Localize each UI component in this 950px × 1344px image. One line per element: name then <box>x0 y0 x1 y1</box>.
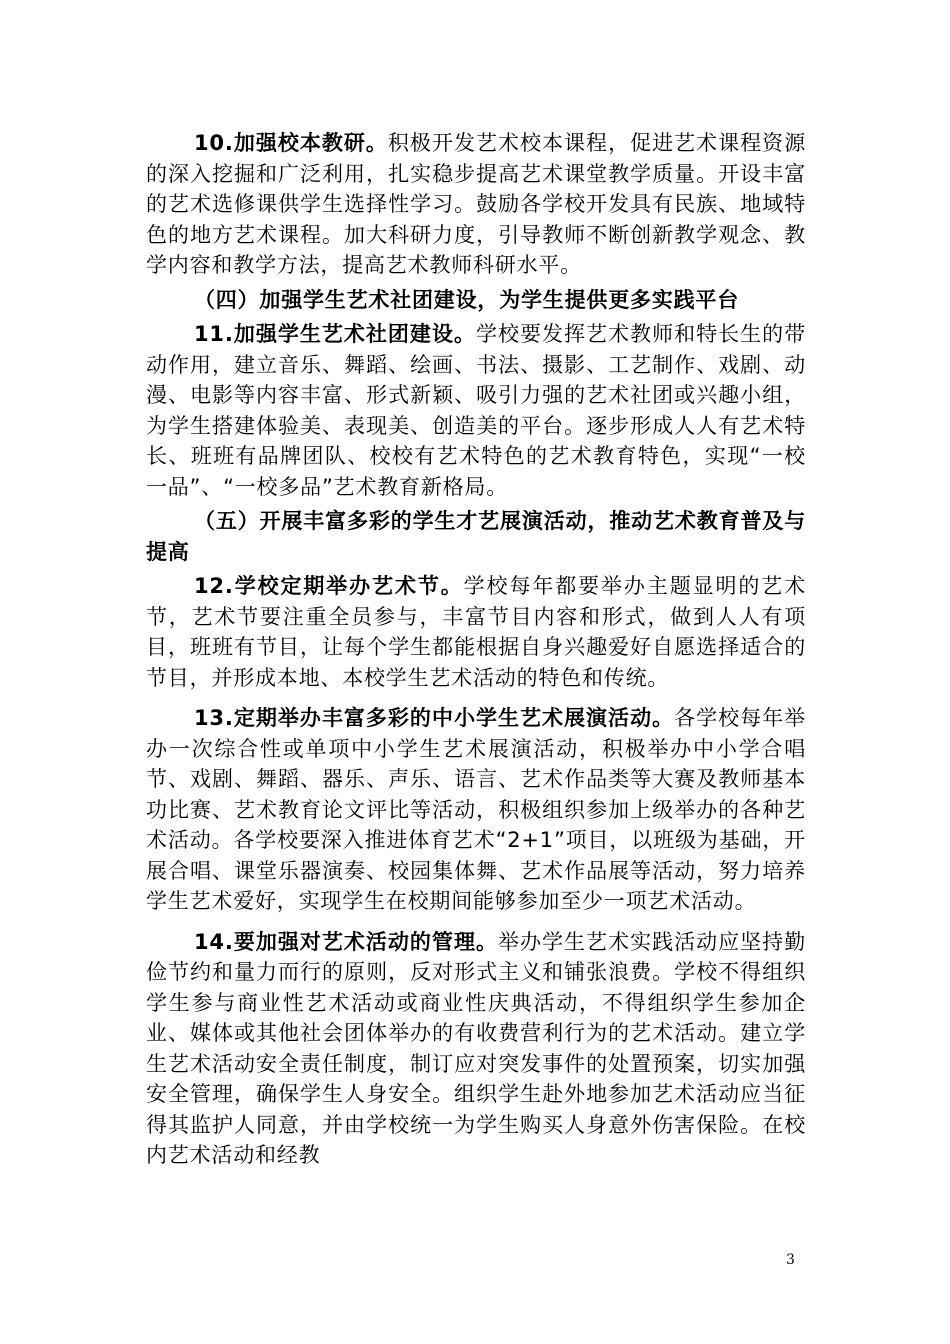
paragraph-text: 各学校每年举办一次综合性或单项中小学生艺术展演活动，积极举办中小学合唱节、戏剧、舞蹈、器乐、声乐、语言、艺术作品类等大赛及教师基本功比赛、艺术教育论文评比等活动，积极组织参加上级举办的各种艺术活动。各学校要深入推进体育艺术“2+1”项目，以班级为基础，开展合唱、课堂乐器演奏、校园集体舞、艺术作品展等活动，努力培养学生艺术爱好，实现学生在校期间能够参加至少一项艺术活动。 <box>146 706 806 913</box>
paragraph-text: 举办学生艺术实践活动应坚持勤俭节约和量力而行的原则，反对形式主义和铺张浪费。学校不得组织学生参与商业性艺术活动或商业性庆典活动，不得组织学生参加企业、媒体或其他社会团体举办的有收费营利行为的艺术活动。建立学生艺术活动安全责任制度，制订应对突发事件的处置预案，切实加强安全管理，确保学生人身安全。组织学生赴外地参加艺术活动应当征得其监护人同意，并由学校统一为学生购买人身意外伤害保险。在校内艺术活动和经教 <box>146 929 806 1167</box>
paragraph-11 <box>146 319 806 502</box>
paragraph-text: 积极开发艺术校本课程，促进艺术课程资源的深入挖掘和广泛利用，扎实稳步提高艺术课堂教学质量。开设丰富的艺术选修课供学生选择性学习。鼓励各学校开发具有民族、地域特色的地方艺术课程。加大科研力度，引导教师不断创新教学观念、教学内容和教学方法，提高艺术教师科研水平。 <box>146 131 806 277</box>
paragraph-14 <box>146 927 806 1171</box>
paragraph-10 <box>146 128 806 281</box>
section-heading-4: （四）加强学生艺术社团建设，为学生提供更多实践平台 <box>194 287 739 312</box>
page-number: 3 <box>786 1252 795 1268</box>
paragraph-13 <box>146 703 806 917</box>
paragraph-lead: 14.要加强对艺术活动的管理。 <box>194 929 498 954</box>
paragraph-text: 学校要发挥艺术教师和特长生的带动作用，建立音乐、舞蹈、绘画、书法、摄影、工艺制作、戏剧、动漫、电影等内容丰富、形式新颖、吸引力强的艺术社团或兴趣小组，为学生搭建体验美、表现美、创造美的平台。逐步形成人人有艺术特长、班班有品牌团队、校校有艺术特色的艺术教育特色，实现“一校一品”、“一校多品”艺术教育新格局。 <box>146 322 806 499</box>
paragraph-12 <box>146 571 806 693</box>
paragraph-text: 学校每年都要举办主题显明的艺术节，艺术节要注重全员参与，丰富节目内容和形式，做到人人有项目，班班有节目，让每个学生都能根据自身兴趣爱好自愿选择适合的节目，并形成本地、本校学生艺术活动的特色和传统。 <box>146 574 806 690</box>
paragraph-lead: 12.学校定期举办艺术节。 <box>194 574 464 598</box>
document-body <box>146 128 806 1171</box>
section-heading-5: （五）开展丰富多彩的学生才艺展演活动，推动艺术教育普及与提高 <box>146 509 806 564</box>
paragraph-lead: 13.定期举办丰富多彩的中小学生艺术展演活动。 <box>194 706 675 730</box>
paragraph-lead: 10.加强校本教研。 <box>194 131 388 155</box>
paragraph-lead: 11.加强学生艺术社团建设。 <box>194 322 476 346</box>
